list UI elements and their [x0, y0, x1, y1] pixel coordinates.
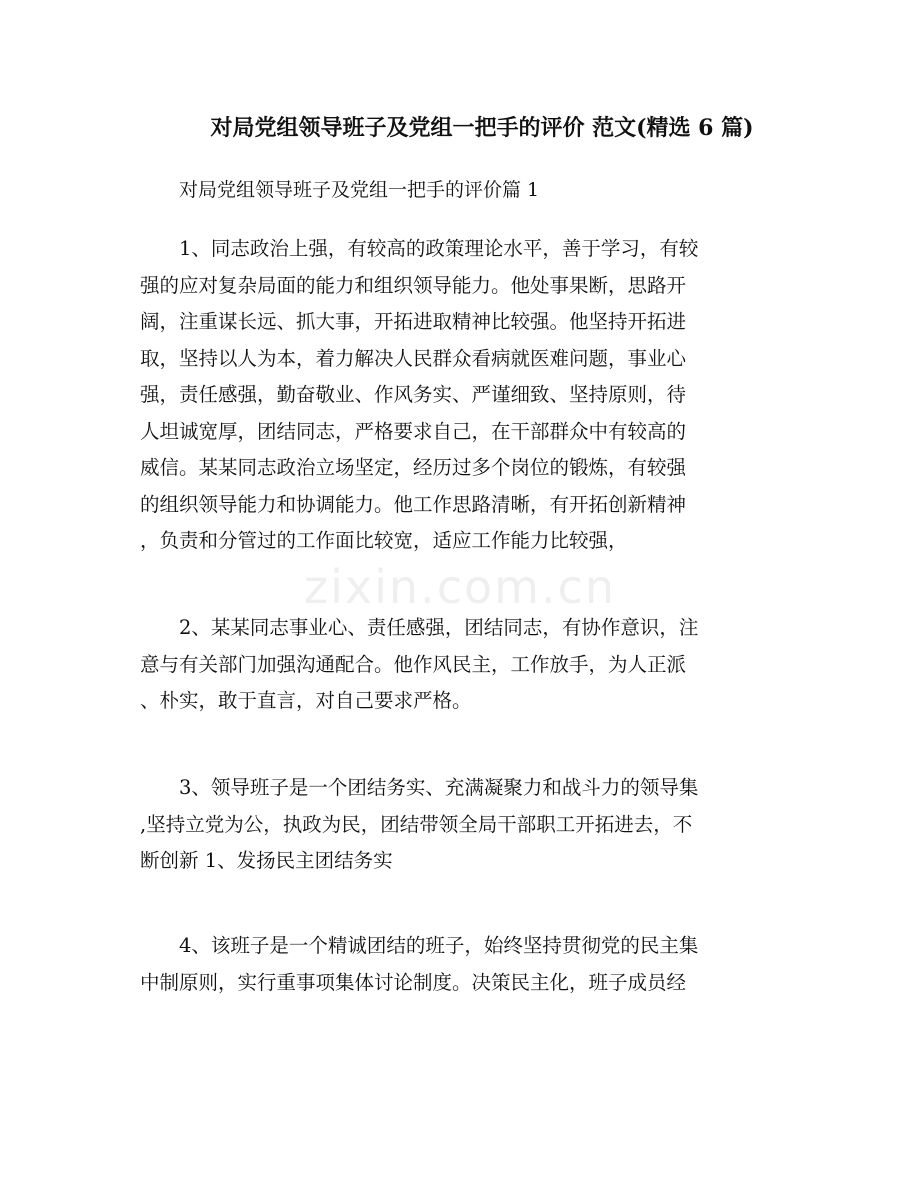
watermark: zixin.com.cn — [303, 560, 617, 614]
paragraph-4 — [140, 928, 780, 1001]
paragraph-1 — [140, 231, 780, 560]
paragraph-line: 1、同志政治上强，有较高的政策理论水平，善于学习，有较 — [179, 237, 699, 260]
paragraph-line: ，负责和分管过的工作面比较宽，适应工作能力比较强， — [140, 529, 628, 552]
paragraph-line: 中制原则，实行重事项集体讨论制度。决策民主化，班子成员经 — [140, 970, 687, 994]
paragraph-line: 断创新 1、发扬民主团结务实 — [140, 849, 393, 872]
paragraph-3 — [140, 770, 780, 880]
paragraph-line: 、朴实，敢于直言，对自己要求严格。 — [140, 689, 472, 712]
paragraph-2 — [140, 610, 780, 720]
paragraph-line: ,坚持立党为公，执政为民，团结带领全局干部职工开拓进去，不 — [140, 812, 693, 836]
paragraph-line: 意与有关部门加强沟通配合。他作风民主，工作放手，为人正派 — [140, 652, 687, 676]
document-title — [0, 112, 920, 144]
paragraph-line: 强，责任感强，勤奋敬业、作风务实、严谨细致、坚持原则，待 — [140, 383, 687, 406]
paragraph-line: 4、该班子是一个精诚团结的班子，始终坚持贯彻党的民主集 — [179, 934, 699, 957]
section-heading: 对局党组领导班子及党组一把手的评价篇 1 — [179, 179, 540, 201]
paragraph-line: 的组织领导能力和协调能力。他工作思路清晰，有开拓创新精神 — [140, 492, 687, 516]
paragraph-line: 2、某某同志事业心、责任感强，团结同志，有协作意识，注 — [179, 616, 699, 639]
paragraph-line: 取，坚持以人为本，着力解决人民群众看病就医难问题，事业心 — [140, 346, 687, 370]
paragraph-line: 3、领导班子是一个团结务实、充满凝聚力和战斗力的领导集 — [179, 776, 699, 799]
paragraph-line: 人坦诚宽厚，团结同志，严格要求自己，在干部群众中有较高的 — [140, 419, 687, 443]
paragraph-line: 强的应对复杂局面的能力和组织领导能力。他处事果断，思路开 — [140, 273, 687, 297]
paragraph-line: 阔，注重谋长远、抓大事，开拓进取精神比较强。他坚持开拓进 — [140, 310, 687, 333]
document-title-text: 对局党组领导班子及党组一把手的评价 范文(精选 6 篇) — [210, 115, 754, 141]
paragraph-line: 威信。某某同志政治立场坚定，经历过多个岗位的锻炼，有较强 — [140, 456, 687, 479]
